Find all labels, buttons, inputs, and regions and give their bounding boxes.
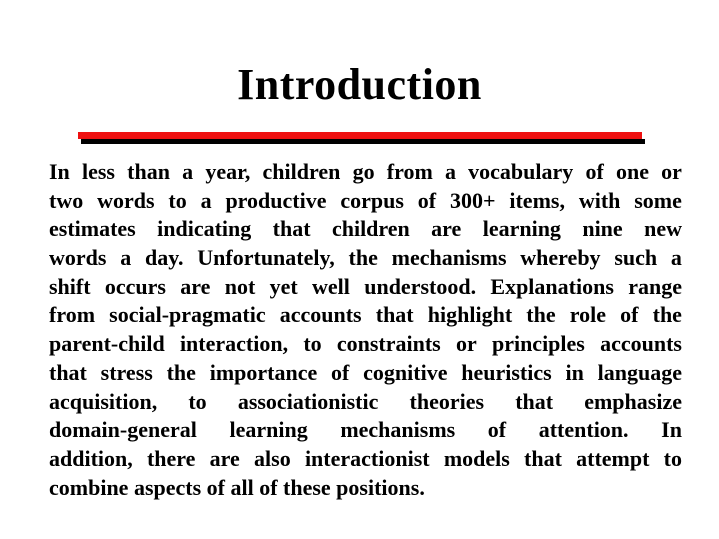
body-line <box>49 188 682 217</box>
body-line <box>49 389 682 418</box>
body-word: of <box>487 417 507 443</box>
body-word: are <box>180 273 211 299</box>
title-divider-bar <box>78 132 642 139</box>
body-word: to <box>168 187 187 213</box>
body-line <box>49 245 682 274</box>
body-word: that <box>515 388 554 414</box>
body-word: the <box>166 359 196 385</box>
body-word: learning <box>229 417 308 443</box>
body-word: associationistic <box>237 388 379 414</box>
body-word: also <box>254 445 291 471</box>
body-line <box>49 302 682 331</box>
body-word: vocabulary <box>468 159 574 184</box>
body-word: indicating <box>157 216 252 242</box>
body-word: nine <box>582 216 623 242</box>
body-word: stress <box>100 359 153 385</box>
title-divider <box>78 132 645 144</box>
body-word: children <box>331 216 410 242</box>
body-word: range <box>628 273 682 299</box>
body-word: the <box>652 302 682 328</box>
body-word: role <box>569 302 607 328</box>
body-word: words <box>97 187 155 213</box>
body-word: constraints <box>336 331 441 357</box>
body-line <box>49 331 682 360</box>
body-word: 300+ <box>449 187 496 213</box>
body-word: models <box>443 445 510 471</box>
body-word: words <box>49 245 107 271</box>
body-word: one <box>615 159 649 184</box>
body-word: mechanisms <box>340 417 456 443</box>
body-word: yet <box>269 273 298 299</box>
body-word: of <box>417 187 437 213</box>
body-word: that <box>49 359 87 385</box>
body-word: a <box>200 187 212 213</box>
body-word: social-pragmatic <box>109 302 266 328</box>
body-word: less <box>81 159 115 184</box>
body-word: are <box>431 216 462 242</box>
body-word: whereby <box>520 245 601 271</box>
body-word: cognitive <box>363 359 448 385</box>
body-word: the <box>526 302 556 328</box>
body-word: productive <box>225 187 327 213</box>
body-word: go <box>352 159 375 184</box>
body-word: to <box>663 445 682 471</box>
body-word: parent-child <box>49 331 165 357</box>
body-word: interactionist <box>304 445 430 471</box>
body-word: to <box>188 388 207 414</box>
body-word: children <box>262 159 341 184</box>
body-line <box>49 159 682 188</box>
body-word: from <box>49 302 96 328</box>
body-line <box>49 360 682 389</box>
body-word: not <box>224 273 256 299</box>
body-word: of <box>331 359 350 385</box>
body-word: attention. <box>538 417 629 443</box>
body-word: the <box>348 245 378 271</box>
body-word: from <box>386 159 433 184</box>
slide-title: Introduction <box>237 60 482 109</box>
body-word: shift <box>49 273 91 299</box>
body-word: a <box>182 159 194 184</box>
body-word: in <box>565 359 584 385</box>
body-word: In <box>661 417 682 443</box>
title-divider-shadow <box>81 139 645 144</box>
body-word: theories <box>409 388 485 414</box>
body-word: accounts <box>279 302 362 328</box>
body-word: domain-general <box>49 417 197 443</box>
body-word: new <box>644 216 682 242</box>
body-word: addition, <box>49 445 133 471</box>
body-word: estimates <box>49 216 136 242</box>
body-line <box>49 274 682 303</box>
body-word: such <box>614 245 658 271</box>
body-word: Explanations <box>490 273 614 299</box>
body-word: principles <box>491 331 585 357</box>
body-word: or <box>455 331 477 357</box>
body-word: with <box>578 187 621 213</box>
body-line <box>49 417 682 446</box>
body-word: accounts <box>600 331 682 357</box>
body-word: heuristics <box>461 359 552 385</box>
body-line <box>49 216 682 245</box>
body-word: emphasize <box>584 388 682 414</box>
body-word: that <box>375 302 414 328</box>
body-word: Unfortunately, <box>197 245 335 271</box>
body-line: combine aspects of all of these positions. <box>49 474 425 500</box>
body-word: to <box>303 331 322 357</box>
body-word: that <box>524 445 562 471</box>
body-word: language <box>597 359 682 385</box>
body-word: interaction, <box>179 331 289 357</box>
body-word: acquisition, <box>49 388 158 414</box>
body-paragraph <box>49 159 682 503</box>
body-word: some <box>634 187 682 213</box>
body-word: mechanisms <box>391 245 507 271</box>
body-word: corpus <box>340 187 404 213</box>
body-word: or <box>661 159 682 184</box>
body-word: items, <box>509 187 565 213</box>
body-word: of <box>620 302 639 328</box>
body-word: day. <box>144 245 184 271</box>
body-word: understood. <box>364 273 477 299</box>
body-word: occurs <box>104 273 166 299</box>
body-word: learning <box>482 216 561 242</box>
body-line <box>49 446 682 475</box>
body-word: a <box>444 159 456 184</box>
body-word: highlight <box>427 302 513 328</box>
body-word: two <box>49 187 84 213</box>
body-word: a <box>120 245 132 271</box>
body-word: of <box>585 159 604 184</box>
body-word: that <box>272 216 311 242</box>
body-word: than <box>127 159 170 184</box>
body-word: a <box>670 245 682 271</box>
body-word: attempt <box>576 445 650 471</box>
body-word: importance <box>209 359 318 385</box>
body-word: are <box>209 445 240 471</box>
body-word: year, <box>205 159 251 184</box>
body-word: well <box>312 273 350 299</box>
body-word: In <box>49 159 70 184</box>
body-word: there <box>146 445 196 471</box>
